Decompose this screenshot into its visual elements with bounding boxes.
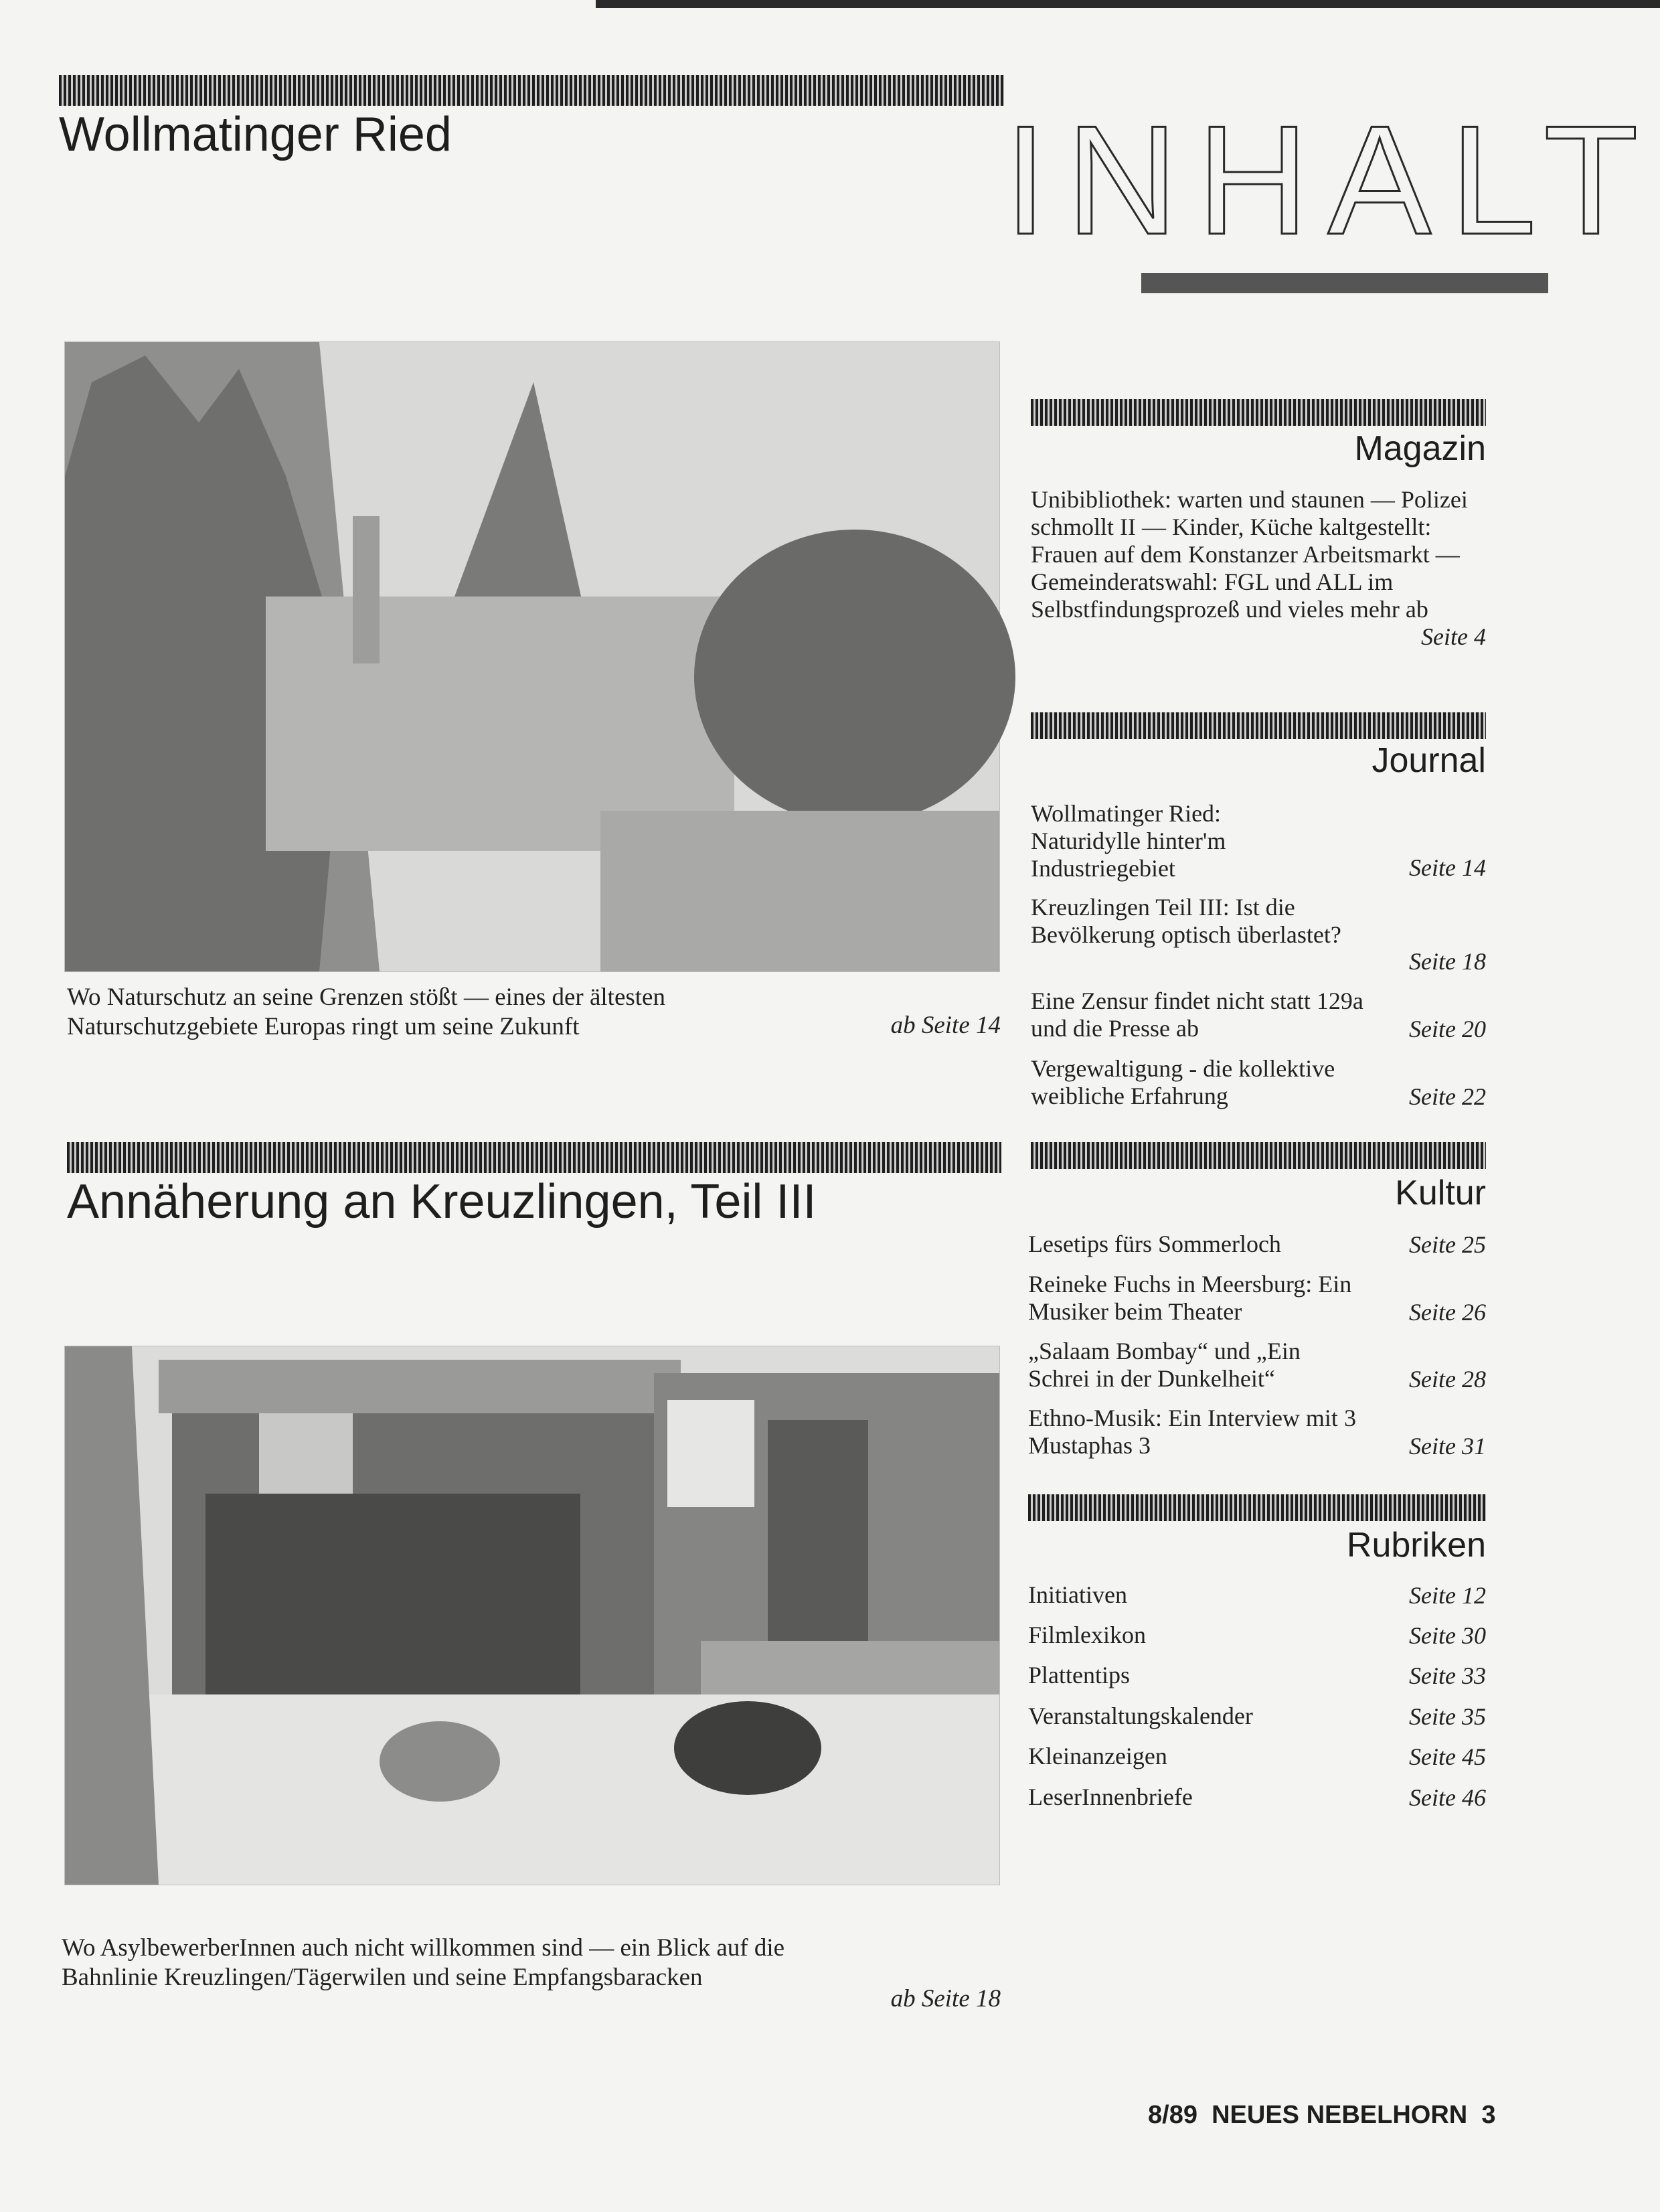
- footer-page-number: 3: [1481, 2101, 1496, 2129]
- kultur-page-3: Seite 28: [1409, 1366, 1486, 1393]
- caption-kreuzlingen: Wo AsylbewerberInnen auch nicht willkommen sind — ein Blick auf die Bahnlinie Kreuzlingen/Tägerwilen und seine Empfangsbaracken: [62, 1934, 785, 1991]
- journal-page-2: Seite 18: [1409, 948, 1486, 975]
- rubriken-item-1: Initiativen: [1028, 1581, 1127, 1608]
- rubriken-item-2: Filmlexikon: [1028, 1622, 1147, 1648]
- rubriken-page-1: Seite 12: [1409, 1582, 1486, 1609]
- top-border: [596, 0, 1660, 8]
- photo-nature-reserve: [64, 341, 1000, 972]
- journal-item-4: Vergewaltigung - die kollektive weibliche Erfahrung: [1031, 1055, 1335, 1109]
- rubriken-page-6: Seite 46: [1409, 1784, 1486, 1811]
- rubriken-page-2: Seite 30: [1409, 1622, 1486, 1649]
- section-title-magazin: Magazin: [1354, 429, 1486, 468]
- kultur-page-2: Seite 26: [1409, 1299, 1486, 1326]
- section-rule: [67, 1142, 1001, 1173]
- footer-magazine: NEUES NEBELHORN: [1212, 2101, 1468, 2129]
- journal-page-1: Seite 14: [1409, 854, 1486, 881]
- section-title-kultur: Kultur: [1395, 1174, 1486, 1212]
- rubriken-page-3: Seite 33: [1409, 1662, 1486, 1689]
- section-title-journal: Journal: [1372, 741, 1486, 780]
- journal-item-1: Wollmatinger Ried: Naturidylle hinter'm Industriegebiet: [1031, 800, 1226, 882]
- rubriken-item-6: LeserInnenbriefe: [1028, 1784, 1193, 1810]
- journal-page-4: Seite 22: [1409, 1083, 1486, 1110]
- section-rule: [1031, 712, 1486, 739]
- page-ref-kreuzlingen: ab Seite 18: [890, 1985, 1001, 2012]
- section-rule: [59, 75, 1004, 106]
- kultur-page-4: Seite 31: [1409, 1433, 1486, 1459]
- footer-issue: 8/89: [1148, 2101, 1197, 2129]
- article-title-wollmatinger: Wollmatinger Ried: [59, 108, 452, 161]
- rubriken-item-3: Plattentips: [1028, 1662, 1130, 1688]
- rubriken-item-4: Veranstaltungskalender: [1028, 1703, 1253, 1729]
- journal-item-3: Eine Zensur findet nicht statt 129a und die Presse ab: [1031, 988, 1363, 1042]
- kultur-item-3: „Salaam Bombay“ und „Ein Schrei in der Dunkelheit“: [1028, 1338, 1301, 1392]
- article-title-kreuzlingen: Annäherung an Kreuzlingen, Teil III: [67, 1175, 817, 1229]
- magazin-text: Unibibliothek: warten und staunen — Polizei schmollt II — Kinder, Küche kaltgestellt: Frauen auf dem Konstanzer Arbeitsmarkt — Gemeinderatswahl: FGL und ALL im Selbstfindungsprozeß und vieles mehr ab Seite 4: [1031, 486, 1486, 650]
- kultur-item-2: Reineke Fuchs in Meersburg: Ein Musiker beim Theater: [1028, 1271, 1352, 1325]
- inhalt-underline: [1141, 273, 1548, 293]
- kultur-item-1: Lesetips fürs Sommerloch: [1028, 1231, 1281, 1257]
- journal-page-3: Seite 20: [1409, 1016, 1486, 1042]
- rubriken-page-5: Seite 45: [1409, 1743, 1486, 1770]
- section-rule: [1031, 399, 1486, 426]
- rubriken-item-5: Kleinanzeigen: [1028, 1743, 1167, 1769]
- page-footer: [1148, 2101, 1496, 2130]
- photo-reception-barracks: [64, 1346, 1000, 1885]
- magazin-page: Seite 4: [1421, 623, 1486, 650]
- section-rule: [1028, 1494, 1486, 1521]
- kultur-item-4: Ethno-Musik: Ein Interview mit 3 Mustaphas 3: [1028, 1405, 1356, 1459]
- rubriken-page-4: Seite 35: [1409, 1703, 1486, 1730]
- journal-item-2: Kreuzlingen Teil III: Ist die Bevölkerung optisch überlastet?: [1031, 894, 1341, 948]
- page-ref-wollmatinger: ab Seite 14: [890, 1012, 1001, 1039]
- section-title-rubriken: Rubriken: [1346, 1526, 1486, 1565]
- inhalt-heading: INHALT: [1004, 94, 1657, 267]
- kultur-page-1: Seite 25: [1409, 1231, 1486, 1258]
- caption-wollmatinger: Wo Naturschutz an seine Grenzen stößt — eines der ältesten Naturschutzgebiete Europas ringt um seine Zukunft: [67, 983, 665, 1040]
- section-rule: [1031, 1142, 1486, 1169]
